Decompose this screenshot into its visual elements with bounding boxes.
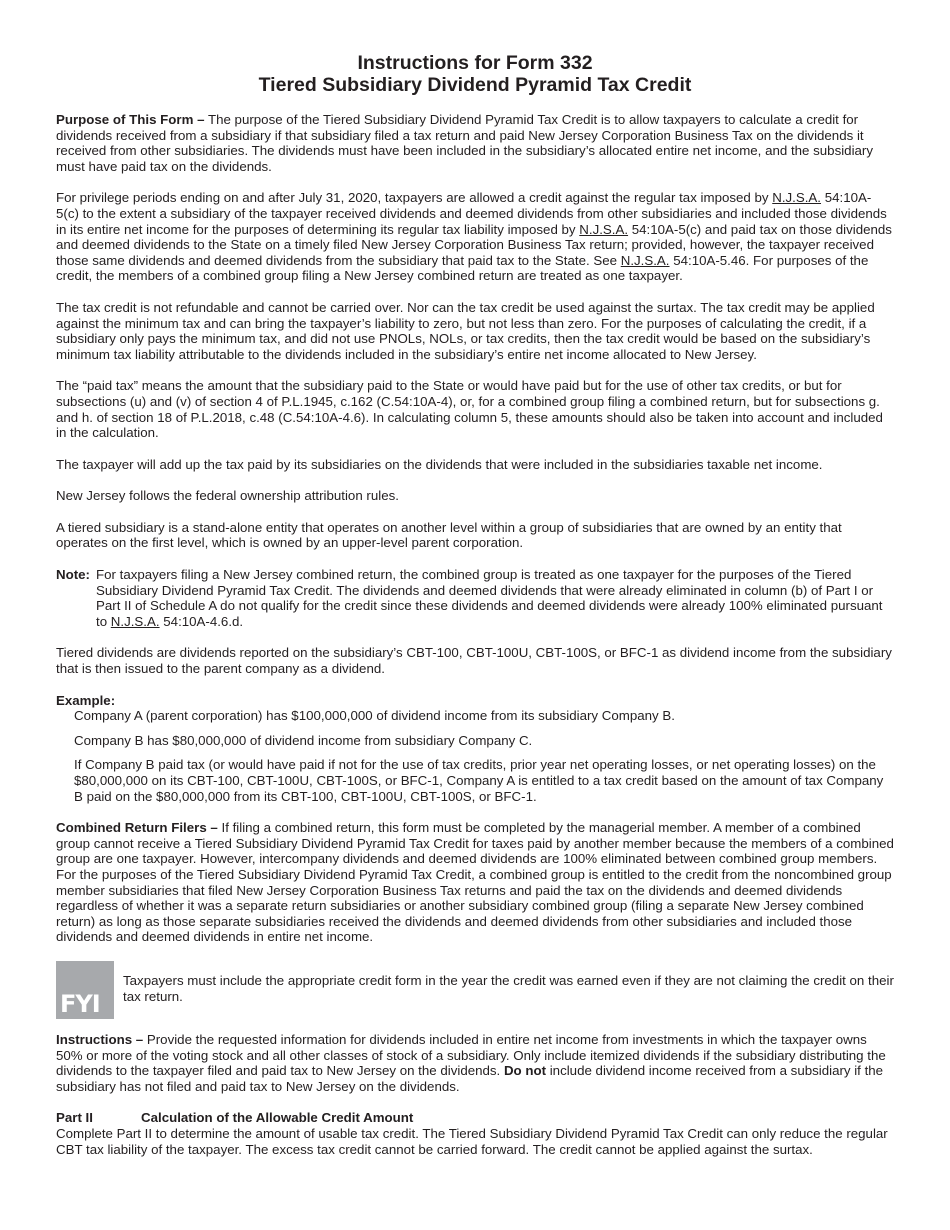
part-ii-heading [56,1110,894,1126]
instructions-paragraph [56,1032,894,1094]
privilege-text-4: 54:10A-5.46. For purposes of the credit, the members of a combined group filing a New Jersey combined return are treated as one taxpayer. [56,252,869,284]
privilege-paragraph [56,190,894,284]
part-ii-text: Complete Part II to determine the amount of usable tax credit. The Tiered Subsidiary Dividend Pyramid Tax Credit can only reduce the regular CBT tax liability of the taxpayer. The excess tax credit cannot be carried forward. The credit cannot be applied against the surtax. [56,1125,888,1157]
combined-label: Combined Return Filers – [56,820,218,836]
fyi-icon-text: FYI [60,989,100,1018]
njsa-ref-2: N.J.S.A. [579,221,629,237]
privilege-text-1: For privilege periods ending on and after July 31, 2020, taxpayers are allowed a credit against the regular tax imposed by [56,190,773,206]
example-item: Company B has $80,000,000 of dividend income from subsidiary Company C. [74,732,533,748]
privilege-text-2: 54:10A-5(c) to the extent a subsidiary of the taxpayer received dividends and deemed dividends from other subsidiaries and included those dividends in its entire net income for the purposes of determining its regular tax liability imposed by [56,190,887,237]
example-heading: Example: [56,692,116,708]
part-ii-section [56,1110,894,1157]
combined-return-paragraph [56,820,894,945]
refundable-paragraph: The tax credit is not refundable and cannot be carried over. Nor can the tax credit be used against the surtax. The tax credit may be applied against the minimum tax and can bring the taxpayer’s liability to zero, but not less than zero. For the purposes of calculating the credit, if a subsidiary only pays the minimum tax, and did not use PNOLs, NOLs, or tax credits, then the tax credit would be based on the subsidiary’s minimum tax liability attributable to the dividends included in the subsidiary’s entire net income allocated to New Jersey. [56,299,875,362]
instructions-text-2: include dividend income received from a subsidiary if the subsidiary has not filed and paid tax to New Jersey on the dividends. [56,1063,884,1094]
form-title: Instructions for Form 332 [357,52,593,74]
njsa-ref-1: N.J.S.A. [772,190,822,206]
note-text [96,567,894,629]
part-ii-title: Calculation of the Allowable Credit Amount [141,1110,414,1126]
note-text-1: For taxpayers filing a New Jersey combined return, the combined group is treated as one taxpayer for the purposes of the Tiered Subsidiary Dividend Pyramid Tax Credit. The dividends and deemed dividends that were already eliminated in column (b) of Part I or Part II of Schedule A do not qualify for the credit since these dividends and deemed dividends were already 100% eliminated pursuant to [96,567,883,629]
tiered-dividends-paragraph: Tiered dividends are dividends reported on the subsidiary’s CBT-100, CBT-100U, CBT-100S, or BFC-1 as dividend income from the subsidiary that is then issued to the parent company as a dividend. [56,645,892,677]
combined-text: If filing a combined return, this form must be completed by the managerial member. A member of a combined group cannot receive a Tiered Subsidiary Dividend Pyramid Tax Credit for taxes paid by another member because the members of a combined group are one taxpayer. However, intercompany dividends and deemed dividends are 100% eliminated between combined group members. For the purposes of the Tiered Subsidiary Dividend Pyramid Tax Credit, a combined group is entitled to the credit from the noncombined group member subsidiaries that filed New Jersey Corporation Business Tax returns and paid the tax on the dividends and deemed dividends regardless of whether it was a separate return subsidiaries or another subsidiary combined group (filing a separate New Jersey combined return) as long as those separate subsidiaries received the dividends and deemed dividends from other subsidiaries and included those dividends and deemed dividends in entire net income. [56,820,894,945]
njsa-ref-3: N.J.S.A. [620,252,670,268]
add-up-paragraph: The taxpayer will add up the tax paid by its subsidiaries on the dividends that were included in the subsidiaries taxable net income. [56,456,823,472]
note-njsa-ref: N.J.S.A. [110,613,160,629]
note-text-2: 54:10A-4.6.d. [159,613,244,629]
purpose-label: Purpose of This Form – [56,112,205,127]
fyi-text: Taxpayers must include the appropriate credit form in the year the credit was earned even if they are not claiming the credit on their tax return. [123,972,894,1004]
purpose-paragraph [56,112,894,174]
tiered-definition-paragraph: A tiered subsidiary is a stand-alone entity that operates on another level within a group of subsidiaries that are owned by an entity that operates on the first level, which is owned by an upper-level parent corporation. [56,519,842,551]
instructions-text-1: Provide the requested information for dividends included in entire net income from investments in which the taxpayer owns 50% or more of the voting stock and all other classes of stock of a subsidiary. Only include itemized dividends if the subsidiary distributing the dividends to the taxpayer filed and paid tax to New Jersey on the dividends. [56,1031,886,1079]
example-section [56,693,894,805]
purpose-text: The purpose of the Tiered Subsidiary Dividend Pyramid Tax Credit is to allow taxpayers to calculate a credit for dividends received from a subsidiary if that subsidiary filed a tax return and paid New Jersey Corporation Business Tax on the dividends it received from other subsidiaries. The dividends must have been included in the subsidiary’s allocated entire net income, and the subsidiary must have paid tax on the dividends. [56,112,873,174]
form-subtitle: Tiered Subsidiary Dividend Pyramid Tax Credit [258,74,692,96]
federal-paragraph: New Jersey follows the federal ownership attribution rules. [56,488,399,504]
part-ii-number: Part II [56,1110,93,1126]
privilege-text-3: 54:10A-5(c) and paid tax on those dividends and deemed dividends to the State on a timely filed New Jersey Corporation Business Tax return; provided, however, the taxpayer received those same dividends and deemed dividends from the subsidiary that paid tax to the State. See [56,221,892,268]
fyi-icon [56,961,114,1019]
example-item: If Company B paid tax (or would have paid if not for the use of tax credits, prior year net operating losses, or net operating losses) on the $80,000,000 on its CBT-100, CBT-100U, CBT-100S, or BFC-1, Company A is entitled to a tax credit based on the amount of tax Company B paid on the $80,000,000 from its CBT-100, CBT-100U, CBT-100S, or BFC-1. [74,757,884,804]
note-label: Note: [56,567,90,583]
example-item: Company A (parent corporation) has $100,000,000 of dividend income from its subsidiary Company B. [74,708,675,724]
instructions-label: Instructions – [56,1031,144,1047]
instructions-do-not: Do not [503,1063,547,1079]
note-block [56,567,894,629]
title-block [56,52,894,96]
document-page [56,52,894,1173]
paid-tax-paragraph: The “paid tax” means the amount that the subsidiary paid to the State or would have paid but for the use of other tax credits, or but for subsections (u) and (v) of section 4 of P.L.1945, c.162 (C.54:10A-4), or, for a combined group filing a combined return, but for subsections g. and h. of section 18 of P.L.2018, c.48 (C.54:10A-4.6). In calculating column 5, these amounts should also be taken into account and included in the calculation. [56,378,883,441]
fyi-callout [56,961,894,1019]
